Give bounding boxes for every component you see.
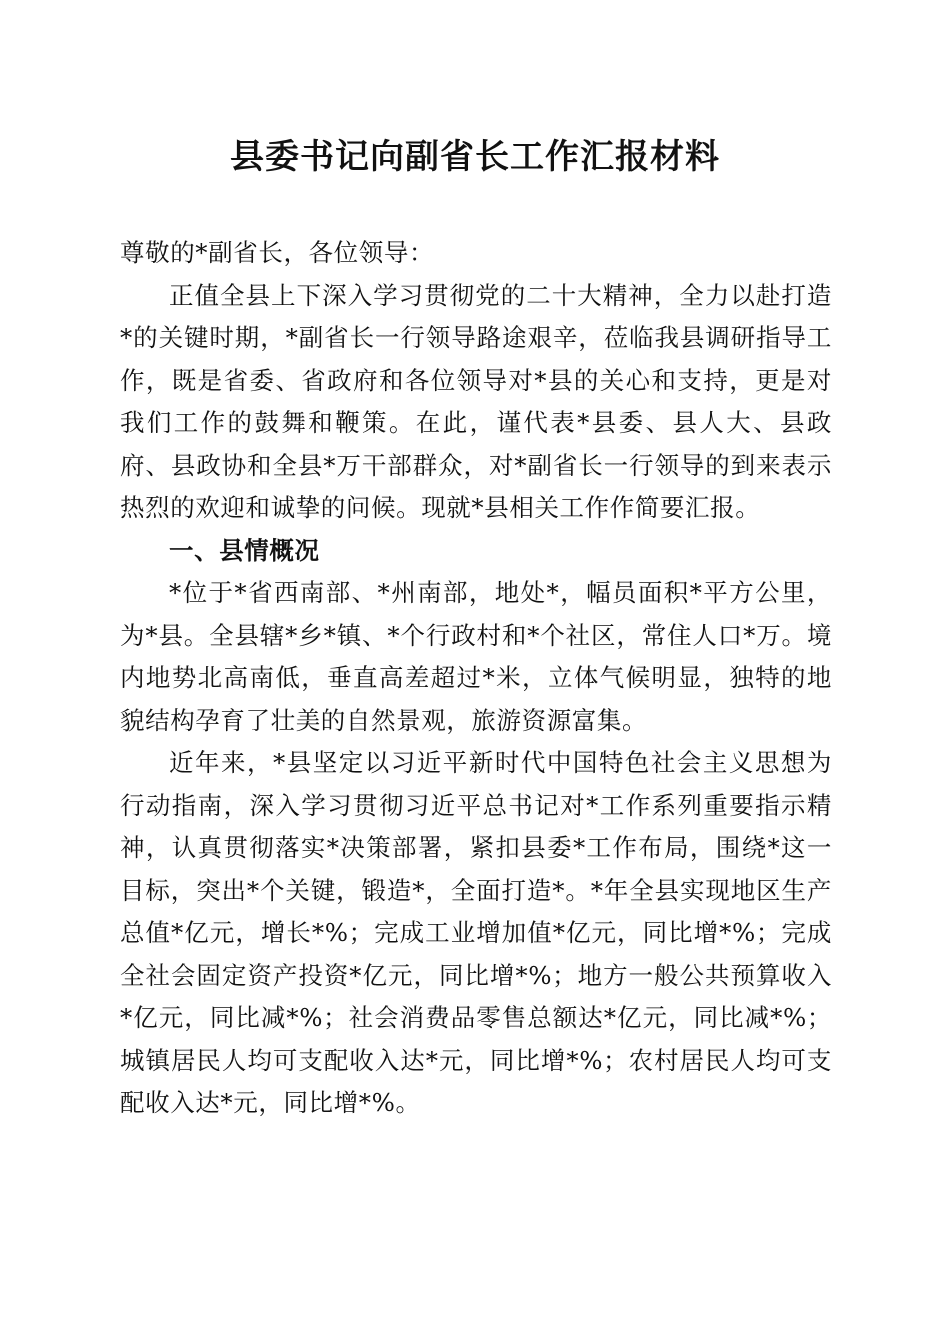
- county-overview-paragraph: *位于*省西南部、*州南部，地处*，幅员面积*平方公里，为*县。全县辖*乡*镇、*个行政村和*个社区，常住人口*万。境内地势北高南低，垂直高差超过*米，立体气候明显，独特的地貌结构孕育了壮美的自然景观，旅游资源富集。: [120, 578, 832, 735]
- intro-paragraph: 正值全县上下深入学习贯彻党的二十大精神，全力以赴打造*的关键时期，*副省长一行领导路途艰辛，莅临我县调研指导工作，既是省委、省政府和各位领导对*县的关心和支持，更是对我们工作的鼓舞和鞭策。在此，谨代表*县委、县人大、县政府、县政协和全县*万干部群众，对*副省长一行领导的到来表示热烈的欢迎和诚挚的问候。现就*县相关工作作简要汇报。: [120, 280, 832, 522]
- salutation: 尊敬的*副省长，各位领导：: [120, 238, 435, 267]
- section-heading: 一、县情概况: [169, 535, 320, 565]
- document-title: 县委书记向副省长工作汇报材料: [230, 137, 720, 177]
- document-body: [120, 232, 832, 1125]
- development-paragraph: 近年来，*县坚定以习近平新时代中国特色社会主义思想为行动指南，深入学习贯彻习近平总书记对*工作系列重要指示精神，认真贯彻落实*决策部署，紧扣县委*工作布局，围绕*这一目标，突出*个关键，锻造*，全面打造*。*年全县实现地区生产总值*亿元，增长*%；完成工业增加值*亿元，同比增*%；完成全社会固定资产投资*亿元，同比增*%；地方一般公共预算收入*亿元，同比减*%；社会消费品零售总额达*亿元，同比减*%；城镇居民人均可支配收入达*元，同比增*%；农村居民人均可支配收入达*元，同比增*%。: [120, 748, 832, 1117]
